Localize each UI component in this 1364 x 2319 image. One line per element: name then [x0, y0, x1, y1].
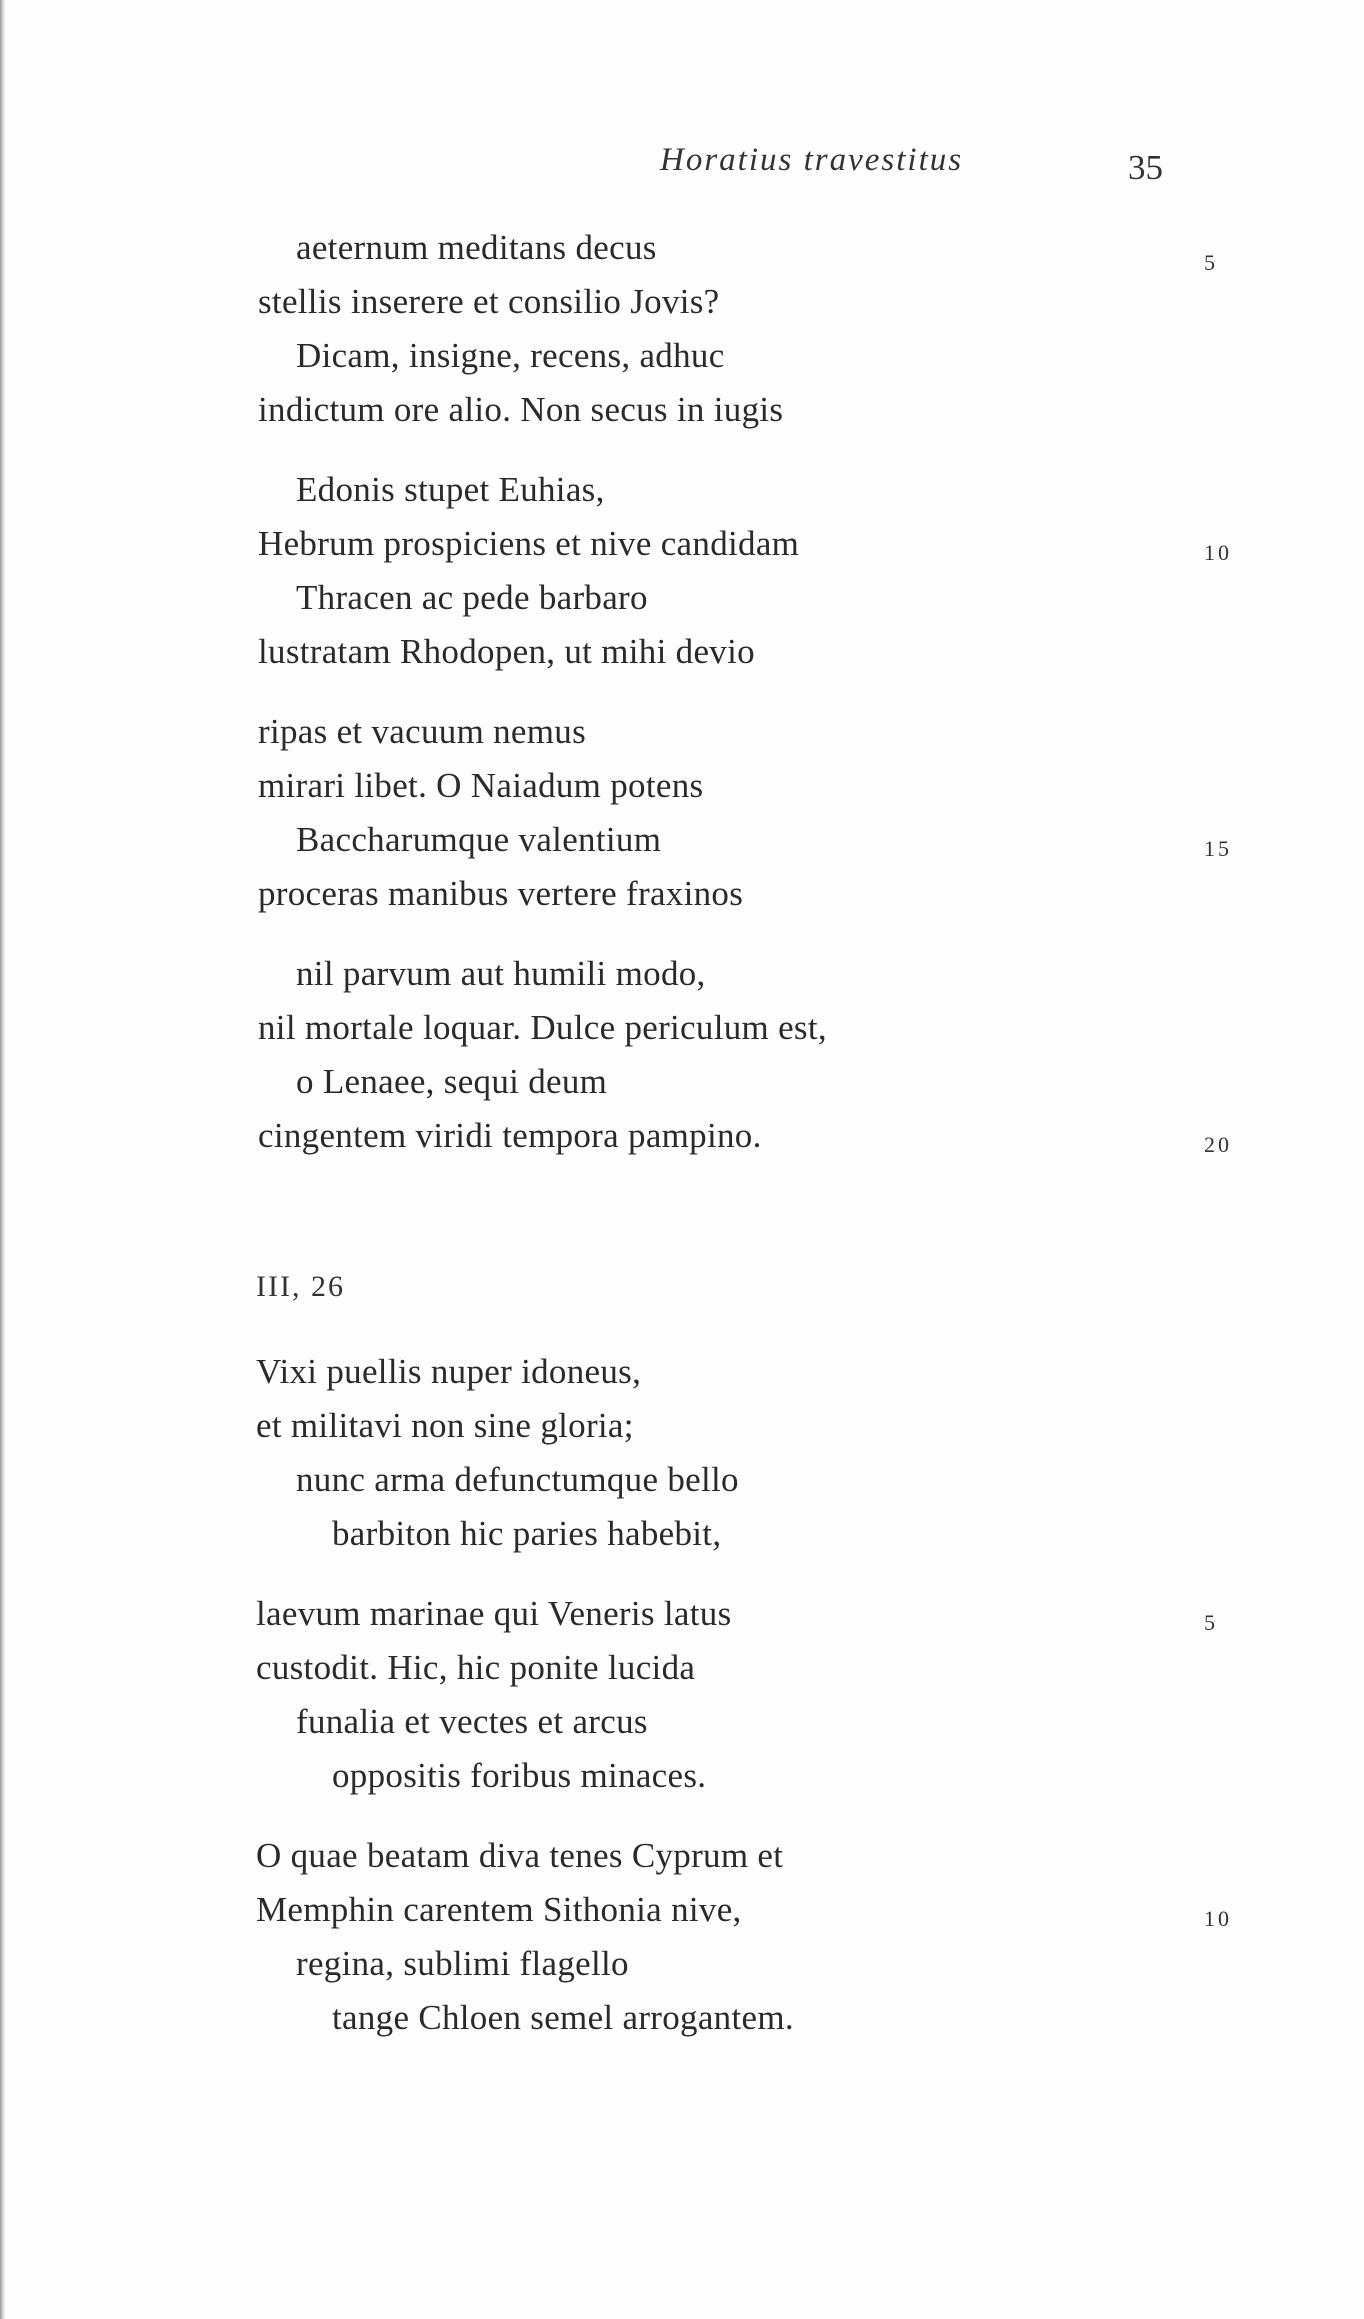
verse-line: nil mortale loquar. Dulce periculum est, — [258, 1008, 827, 1047]
verse-line: ripas et vacuum nemus — [258, 712, 587, 751]
verse-line: aeternum meditans decus — [296, 228, 657, 267]
line-number: 10 — [1204, 1906, 1232, 1931]
line-number: 15 — [1204, 836, 1232, 861]
line-number: 10 — [1204, 540, 1232, 565]
verse-line: lustratam Rhodopen, ut mihi devio — [258, 632, 755, 671]
verse-line: Thracen ac pede barbaro — [296, 578, 648, 617]
page-gutter-shadow — [0, 0, 6, 2319]
verse-line: custodit. Hic, hic ponite lucida — [256, 1648, 696, 1687]
verse-line: oppositis foribus minaces. — [332, 1756, 707, 1795]
verse-line: stellis inserere et consilio Jovis? — [258, 282, 720, 321]
verse-line: funalia et vectes et arcus — [296, 1702, 648, 1741]
verse-line: et militavi non sine gloria; — [256, 1406, 634, 1445]
verse-line: laevum marinae qui Veneris latus — [256, 1594, 732, 1633]
verse-line: indictum ore alio. Non secus in iugis — [258, 390, 784, 429]
page-number: 35 — [1128, 148, 1163, 187]
verse-line: mirari libet. O Naiadum potens — [258, 766, 704, 805]
running-header-title: Horatius travestitus — [660, 142, 964, 178]
verse-line: O quae beatam diva tenes Cyprum et — [256, 1836, 784, 1875]
verse-line: nil parvum aut humili modo, — [296, 954, 706, 993]
verse-line: proceras manibus vertere fraxinos — [258, 874, 744, 913]
verse-line: nunc arma defunctumque bello — [296, 1460, 739, 1499]
verse-line: cingentem viridi tempora pampino. — [258, 1116, 762, 1155]
line-number: 5 — [1204, 1610, 1218, 1635]
verse-line: regina, sublimi flagello — [296, 1944, 629, 1983]
poem-heading: III, 26 — [256, 1270, 345, 1303]
verse-line: tange Chloen semel arrogantem. — [332, 1998, 794, 2037]
verse-line: Baccharumque valentium — [296, 820, 662, 859]
verse-line: Hebrum prospiciens et nive candidam — [258, 524, 800, 563]
verse-line: Memphin carentem Sithonia nive, — [256, 1890, 742, 1929]
verse-line: Edonis stupet Euhias, — [296, 470, 605, 509]
line-number: 5 — [1204, 250, 1218, 275]
verse-line: Dicam, insigne, recens, adhuc — [296, 336, 725, 375]
verse-line: barbiton hic paries habebit, — [332, 1514, 722, 1553]
verse-line: Vixi puellis nuper idoneus, — [256, 1352, 642, 1391]
verse-line: o Lenaee, sequi deum — [296, 1062, 608, 1101]
line-number: 20 — [1204, 1132, 1232, 1157]
